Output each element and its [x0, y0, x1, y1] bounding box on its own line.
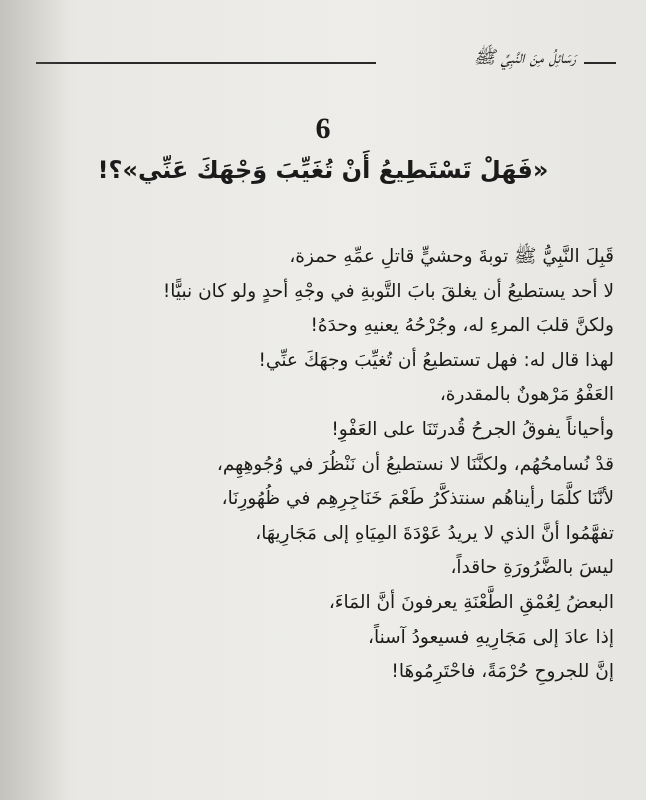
chapter-title: «فَهَلْ تَسْتَطِيعُ أَنْ تُغَيِّبَ وَجْهَكَ عَنِّي»؟! [97, 156, 549, 184]
poem-line: لأنَّنَا كلَّمَا رأيناهُم سنتذكَّرُ طَعْمَ خَنَاجِرِهِم في ظُهُورِنَا، [221, 488, 614, 510]
poem-line: قَبِلَ النَّبِيُّ ﷺ توبةَ وحشيٍّ قاتلِ عمِّهِ حمزة، [289, 246, 614, 267]
chapter-number: 6 [315, 112, 331, 145]
poem-line: العَفْوُ مَرْهونٌ بالمقدرة، [439, 384, 614, 406]
poem-line: لا أحد يستطيعُ أن يغلقَ بابَ التَّوبةِ في وجْهِ أحدٍ ولو كان نبيًّا! [162, 280, 614, 302]
poem-line: لهذا قال له: فهل تستطيعُ أن تُغيِّبَ وجهَكَ عنِّي! [258, 349, 614, 371]
poem-line: وأحياناً يفوقُ الجرحُ قُدرتَنَا على العَفْوِ! [331, 418, 614, 440]
poem-line: البعضُ لِعُمْقِ الطَّعْنَةِ يعرفونَ أنَّ المَاءَ، [328, 591, 614, 613]
running-title: رَسَائِلُ مِنَ النَّبِيِّ ﷺ [473, 47, 576, 68]
poem-line: تفهَّمُوا أنَّ الذي لا يريدُ عَوْدَةَ المِيَاهِ إلى مَجَارِيهَا، [255, 522, 614, 544]
page-header [36, 40, 616, 80]
poem-line: إذا عادَ إلى مَجَارِيهِ فسيعودُ آسناً، [367, 626, 614, 648]
poem-line: إنَّ للجروحِ حُرْمَةً، فاحْتَرِمُوهَا! [391, 661, 614, 683]
header-rule-left [36, 62, 376, 64]
poem-body [24, 240, 614, 690]
poem-line: ولكنَّ قلبَ المرءِ له، وجُرْحُهُ يعنيهِ وحدَهُ! [310, 315, 614, 337]
header-rule-right [584, 62, 616, 64]
poem-line: قدْ نُسامحُهُم، ولكنَّنَا لا نستطيعُ أن نَنْظُرَ في وُجُوهِهِم، [216, 453, 614, 475]
poem-line: ليسَ بالضَّرُورَةِ حاقداً، [450, 557, 614, 579]
